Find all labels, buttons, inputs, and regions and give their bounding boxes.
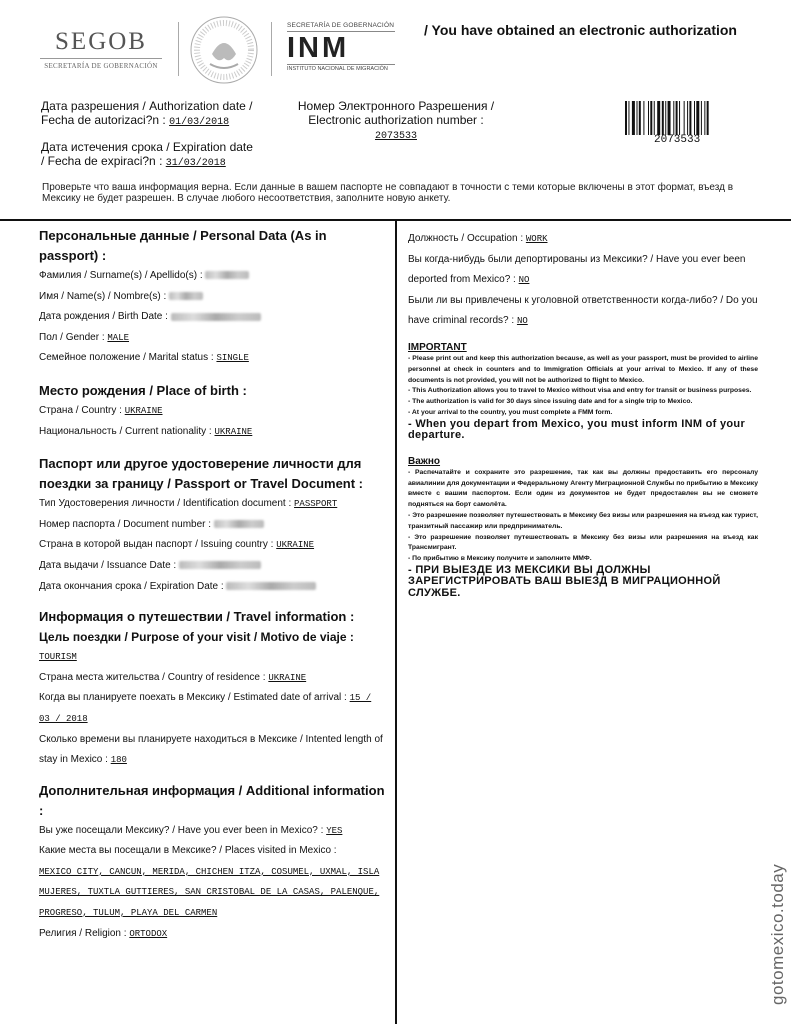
divider (271, 22, 272, 76)
arrival-value: 15 / 03 / 2018 (39, 693, 372, 724)
name-row: Имя / Name(s) / Nombre(s) : (39, 287, 387, 308)
important-item: - The authorization is valid for 30 days since issuing date and for a single trip to Mexico. (408, 398, 693, 406)
criminal-row: Были ли вы привлечены к уголовной ответственности когда-либо? / Do you have criminal records? : NO (408, 294, 758, 327)
purpose-row (39, 647, 387, 668)
auth-number-label-1: Номер Электронного Разрешения / (297, 99, 495, 113)
redacted-surname (205, 271, 249, 279)
birthplace-title: Место рождения / Place of birth : (39, 382, 247, 398)
auth-date-label-2: Fecha de autorizaci?n : (41, 113, 166, 127)
doc-type-value: PASSPORT (294, 499, 338, 510)
stay-value: 180 (110, 755, 127, 766)
visited-row: Вы уже посещали Мексику? / Have you ever been in Mexico? : YES (39, 824, 343, 836)
divider (178, 22, 179, 76)
vazhno-departure: - ПРИ ВЫЕЗДЕ ИЗ МЕКСИКИ ВЫ ДОЛЖНЫ ЗАРЕГИСТРИРОВАТЬ ВАШ ВЫЕЗД В МИГРАЦИОННОЙ СЛУЖБЕ. (408, 563, 721, 599)
nationality-row: Национальность / Current nationality : UKRAINE (39, 425, 253, 437)
arrival-row: Когда вы планируете поехать в Мексику / Estimated date of arrival : 15 / 03 / 2018 (39, 692, 372, 724)
visited-value: YES (326, 825, 343, 836)
segob-subtitle: SECRETARÍA DE GOBERNACIÓN (44, 62, 158, 70)
issuing-row: Страна в которой выдан паспорт / Issuing country : UKRAINE (39, 539, 315, 551)
places-value: MEXICO CITY, CANCUN, MERIDA, CHICHEN ITZA, COSUMEL, UXMAL, ISLA MUJERES, TUXTLA GUTTIERES, SAN CRISTOBAL DE LA CASAS, PALENQUE, PROGRESO, TULUM, PLAYA DEL CARMEN (39, 866, 380, 919)
travel-title: Информация о путешествии / Travel information : (39, 609, 355, 625)
redacted-expiration-date (226, 582, 316, 590)
exp-date-label-2: / Fecha de expiraci?n : (41, 154, 163, 168)
gender-value: MALE (107, 332, 130, 343)
gender-row: Пол / Gender : MALE (39, 331, 130, 343)
marital-value: SINGLE (216, 353, 249, 364)
criminal-value: NO (516, 316, 528, 327)
right-column (408, 229, 758, 599)
religion-value: ORTODOX (129, 928, 168, 939)
doc-type-row: Тип Удостоверения личности / Identification document : PASSPORT (39, 498, 338, 510)
important-title: IMPORTANT (408, 341, 467, 353)
expiration-date (41, 140, 253, 171)
watermark: gotomexico.today (768, 863, 787, 1005)
stay-row: Сколько времени вы планируете находиться в Мексике / Intented length of stay in Mexico : 180 (39, 733, 383, 766)
places-label: Какие места вы посещали в Мексике? / Places visited in Mexico : (39, 845, 337, 857)
redacted-birth-date (171, 313, 261, 321)
verification-warning: Проверьте что ваша информация верна. Если данные в вашем паспорте не совпадают в точности с теми которые включены в этот формат, въезд в Мексику не будет разрешен. В случае любого несоответствия, заполните новую анкету. (42, 182, 734, 204)
purpose-value: TOURISM (39, 652, 77, 663)
residence-row: Страна места жительства / Country of residence : UKRAINE (39, 671, 307, 683)
additional-title: Дополнительная информация / Additional information : (39, 782, 385, 818)
exp-date-value: 31/03/2018 (165, 158, 226, 169)
issuance-row: Дата выдачи / Issuance Date : (39, 556, 387, 577)
redacted-name (169, 292, 203, 300)
passport-title: Паспорт или другое удостоверение личности для поездки за границу / Passport or Travel Document : (39, 456, 364, 492)
vazhno-item: - По прибытию в Мексику получите и заполните ММФ. (408, 555, 592, 563)
inm-bottom-text: INSTITUTO NACIONAL DE MIGRACIÓN (287, 64, 395, 72)
auth-number-label-2: Electronic authorization number : (308, 113, 484, 127)
residence-value: UKRAINE (268, 672, 307, 683)
purpose-label: Цель поездки / Purpose of your visit / Motivo de viaje : (39, 630, 354, 645)
important-departure: - When you depart from Mexico, you must inform INM of your departure. (408, 417, 746, 442)
occupation-row: Должность / Occupation : WORK (408, 233, 548, 244)
inm-mark: INM (287, 32, 350, 64)
authorization-number (289, 99, 503, 144)
personal-data-title: Персональные данные / Personal Data (As in passport) : (39, 228, 327, 263)
nationality-value: UKRAINE (214, 426, 253, 437)
vazhno-title: Важно (408, 455, 441, 467)
important-item: - Please print out and keep this authorization because, as well as your passport, must be provided to airline personnel at check in counters and to Immigration Officials at your arrival to Mexico. If any of these documents is not provided, you will not be authorized to flight to Mexico. (408, 354, 758, 384)
vazhno-item: - Это разрешение позволяет путешествовать в Мексику без визы или разрешения на въезд как Трансмигрант. (408, 533, 758, 552)
vertical-rule (395, 221, 397, 1024)
vazhno-item: - Это разрешение позволяет путешествовать в Мексику без визы или разрешения на въезд как турист, транзитный пассажир или предприниматель. (408, 511, 758, 530)
birth-row: Дата рождения / Birth Date : (39, 307, 387, 328)
exp-date-label-1: Дата истечения срока / Expiration date (41, 140, 253, 154)
vazhno-item: - Распечатайте и сохраните это разрешение, так как вы должны предоставить его персоналу авиалинии для документации и Федеральному Агенту Миграционной Службы по прибытию в Мексику вместе с вашим паспортом. Если один из документов не будет предоставлен вы не сможете подняться на борт самолёта. (408, 468, 758, 509)
surname-row: Фамилия / Surname(s) / Apellido(s) : (39, 266, 387, 287)
segob-logo (40, 28, 162, 70)
country-value: UKRAINE (124, 405, 163, 416)
auth-date-label-1: Дата разрешения / Authorization date / (41, 99, 253, 113)
redacted-doc-number (214, 520, 264, 528)
religion-row: Религия / Religion : ORTODOX (39, 927, 168, 939)
inm-top-text: SECRETARÍA DE GOBERNACIÓN (287, 22, 395, 32)
auth-number-value: 2073533 (374, 131, 417, 142)
important-item: - This Authorization allows you to travel to Mexico without visa and entry for transit or business purposes. (408, 387, 752, 395)
deported-row: Вы когда-нибудь были депортированы из Мексики? / Have you ever been deported from Mexico? : NO (408, 253, 746, 286)
expiration-row: Дата окончания срока / Expiration Date : (39, 577, 387, 598)
issuing-value: UKRAINE (276, 540, 315, 551)
headline: / You have obtained an electronic authorization (424, 22, 737, 38)
left-column (39, 226, 387, 944)
deported-value: NO (518, 275, 530, 286)
doc-number-row: Номер паспорта / Document number : (39, 515, 387, 536)
authorization-date (41, 99, 253, 130)
auth-date-value: 01/03/2018 (169, 117, 230, 128)
marital-row: Семейное положение / Marital status : SINGLE (39, 352, 249, 364)
barcode-number: 2073533 (654, 134, 701, 146)
country-row: Страна / Country : UKRAINE (39, 404, 163, 416)
mexico-seal-icon (186, 14, 262, 86)
segob-title: SEGOB (40, 28, 162, 59)
barcode-icon (625, 101, 733, 135)
important-item: - At your arrival to the country, you must complete a FMM form. (408, 408, 613, 416)
inm-logo (287, 22, 395, 72)
redacted-issuance-date (179, 561, 261, 569)
occupation-value: WORK (525, 234, 548, 244)
